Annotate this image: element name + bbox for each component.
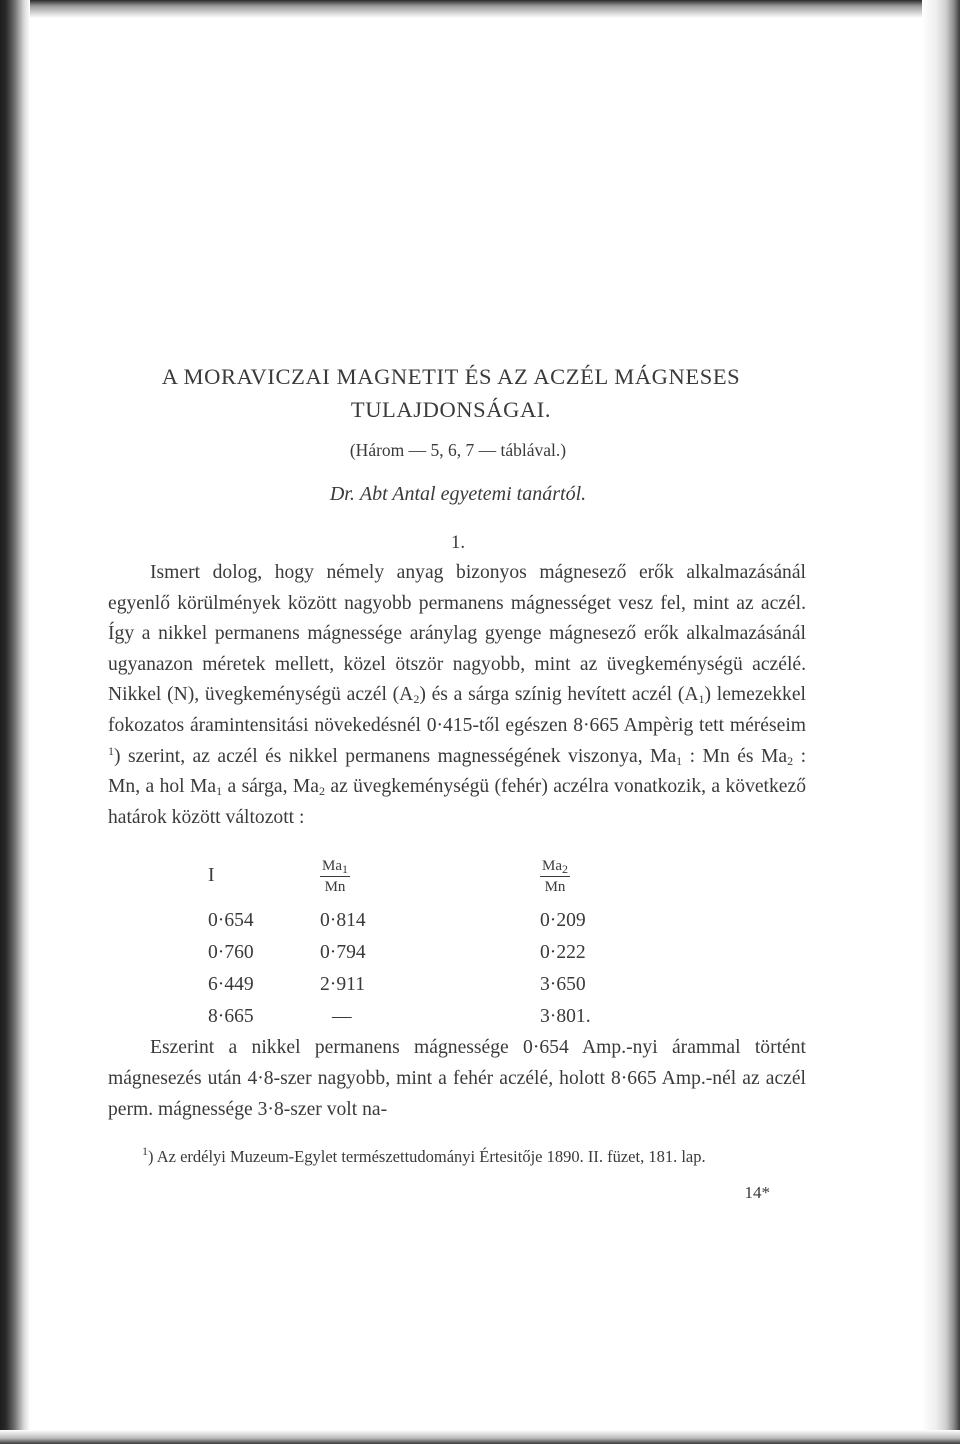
fraction-ma1-mn [320,856,350,897]
p1-text-h: az üvegkeménységü (fehér) aczélra vonatkozik, a következő határok között változott : [108,776,806,828]
p1-sub-1b: 1 [676,753,683,768]
article-body [108,558,806,1125]
p1-sub-2a: 2 [413,692,420,707]
footnote-text [108,1145,806,1169]
fraction-denominator: Mn [544,878,566,895]
ratio-numerator-label: Ma [542,857,562,874]
paragraph-1 [108,558,806,833]
article-subtitle: (Három — 5, 6, 7 — táblával.) [349,440,567,460]
article-title [96,360,806,426]
p1-text-c: ) lemezekkel fokozatos áramintensitási növekedésnél 0·415-től egészen 8·665 Ampèrig tett méréseim [108,684,806,736]
ratio-table [208,847,680,1033]
ratio-numerator-sub: 2 [562,861,568,876]
ratio-numerator-label: Ma [322,857,342,874]
table-header-row [208,847,680,905]
scan-edge-top [0,0,960,18]
table-header-ratio-1 [320,847,540,905]
document-page [108,360,806,1203]
p1-text-f: : Mn, a hol Ma [108,745,807,798]
table-cell: 3·650 [540,974,586,996]
p1-sub-1a: 1 [698,692,705,707]
author-name: Abt Antal egyetemi tanártól. [359,483,587,505]
table-cell: 0·654 [208,910,254,932]
ratio-numerator-sub: 1 [342,861,348,876]
footnote-body: ) Az erdélyi Muzeum-Egylet természettudományi Értesitője 1890. II. füzet, 181. lap. [148,1147,706,1167]
table-row [208,969,680,1001]
page-number: 14* [744,1183,770,1203]
table-cell: — [332,1006,352,1028]
table-cell: 0·209 [540,910,586,932]
footnote [108,1145,806,1169]
p1-sub-1c: 1 [216,784,223,799]
table-cell: 0·760 [208,942,254,964]
table-cell: 0·814 [320,910,366,932]
table-cell: 6·449 [208,974,254,996]
table-cell: 0·222 [540,942,586,964]
paragraph-2: Eszerint a nikkel permanens mágnessége 0·654 Amp.-nyi árammal történt mágnesezés után 4·8-szer nagyobb, mint a fehér aczélé, holott 8·665 Amp.-nél az aczél perm. mágnessége 3·8-szer volt na- [108,1037,806,1120]
title-line-1: A MORAVICZAI MAGNETIT ÉS AZ ACZÉL MÁGNESES [161,364,741,389]
fraction-numerator [320,856,350,877]
scan-edge-right [922,0,960,1444]
p1-text-a: Ismert dolog, hogy némely anyag bizonyos mágnesező erők alkalmazásánál egyenlő körülmények között nagyobb permanens mágnességet vesz fel, mint az aczél. Így a nikkel permanens mágnessége aránylag gyenge mágnesező erők alkalmazásánál ugyanazon méretek mellett, közel ötször nagyobb, mint az üvegkeménységü aczélé. Nikkel (N), üvegkeménységü aczél (A [108,562,806,706]
fraction-ma2-mn [540,856,570,897]
author-prefix: Dr. [329,483,355,505]
table-cell: 3·801. [540,1006,591,1028]
p1-text-b: ) és a sárga színig hevített aczél (A [419,684,699,706]
scan-edge-left [0,0,30,1444]
p1-sub-2b: 2 [787,753,794,768]
table-header-ratio-2 [540,847,680,905]
p1-sub-2c: 2 [318,784,325,799]
table-row [208,937,680,969]
table-cell: 0·794 [320,942,366,964]
p1-text-d: ) szerint, az aczél és nikkel permanens magnességének viszonya, Ma [114,745,677,767]
table-cell: 8·665 [208,1006,254,1028]
footnote-marker: 1 [142,1144,148,1159]
table-row [208,1001,680,1033]
p1-text-g: a sárga, Ma [222,776,319,798]
p1-text-e: : Mn és Ma [682,745,788,767]
scan-edge-bottom [0,1430,960,1444]
table-cell: 2·911 [320,974,365,996]
table-header-current: I [208,865,215,887]
table-row [208,905,680,937]
author-line [110,483,806,506]
fraction-numerator [540,856,570,877]
fraction-denominator: Mn [324,878,346,895]
section-number: 1. [450,532,466,553]
footnote-reference: 1 [108,743,114,758]
title-line-2: TULAJDONSÁGAI. [350,397,552,422]
